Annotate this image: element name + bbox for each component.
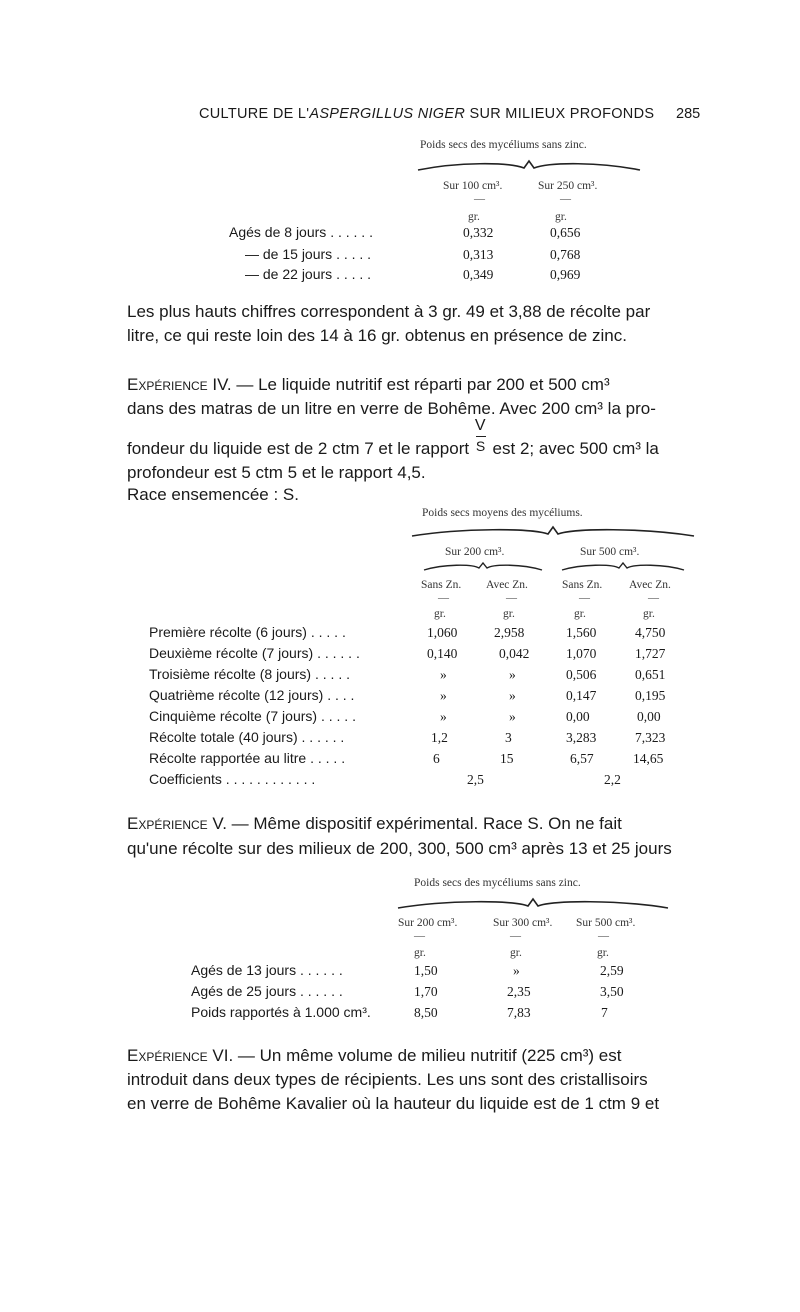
table1-dash-1: — <box>474 193 485 205</box>
table2-group-2: Sur 500 cm³. <box>580 546 640 558</box>
table1-row-label: — de 22 jours . . . . . <box>245 266 372 282</box>
table3-col-header-1: Sur 200 cm³. <box>398 917 458 929</box>
table2-unit: gr. <box>434 608 446 620</box>
table3-brace <box>398 898 668 910</box>
running-title-post: SUR MILIEUX PROFONDS <box>465 106 655 122</box>
table1-cell: 0,969 <box>550 267 581 282</box>
table2-cell: » <box>440 709 447 724</box>
table2-subheader-3: Sans Zn. <box>562 579 603 591</box>
table2-cell: 0,147 <box>566 688 597 703</box>
table2-cell: 4,750 <box>635 625 666 640</box>
table2-cell: 1,727 <box>635 646 666 661</box>
table2-unit: gr. <box>574 608 586 620</box>
table3-unit: gr. <box>414 947 426 959</box>
exp4-line-2: dans des matras de un litre en verre de Bohême. Avec 200 cm³ la pro- <box>127 399 656 418</box>
page-number: 285 <box>676 106 701 122</box>
table2-cell: 0,042 <box>499 646 530 661</box>
table3-col-header-3: Sur 500 cm³. <box>576 917 636 929</box>
table2-row-label: Quatrième récolte (12 jours) . . . . <box>149 687 355 703</box>
table1-unit-1: gr. <box>468 211 480 223</box>
table3-cell: » <box>513 963 520 978</box>
table2-cell: 14,65 <box>633 751 664 766</box>
table2-cell: 0,506 <box>566 667 597 682</box>
table2-cell: 7,323 <box>635 730 666 745</box>
table3-row-label: Agés de 13 jours . . . . . . <box>191 962 343 978</box>
running-header <box>199 106 654 122</box>
table2-cell: 3 <box>505 730 512 745</box>
table2-cell: 0,00 <box>637 709 661 724</box>
exp6-line-3: en verre de Bohême Kavalier où la hauteur du liquide est de 1 ctm 9 et <box>127 1094 660 1113</box>
table3-cell: 1,70 <box>414 984 438 999</box>
table2-cell: 3,283 <box>566 730 597 745</box>
table2-cell: 6 <box>433 751 440 766</box>
table1-cell: 0,332 <box>463 225 494 240</box>
table2-row-label: Récolte rapportée au litre . . . . . <box>149 750 346 766</box>
table2-cell: » <box>509 709 516 724</box>
table2-cell: 6,57 <box>570 751 594 766</box>
table3-unit: gr. <box>510 947 522 959</box>
table1-unit-2: gr. <box>555 211 567 223</box>
table2-coeff-value-2: 2,2 <box>604 772 621 787</box>
table3-cell: 7,83 <box>507 1005 531 1020</box>
table2-row-label: Cinquième récolte (7 jours) . . . . . <box>149 708 356 724</box>
table2-row-label: Récolte totale (40 jours) . . . . . . <box>149 729 345 745</box>
table1-cell: 0,656 <box>550 225 581 240</box>
table2-cell: » <box>509 667 516 682</box>
table2-brace-left <box>424 562 542 572</box>
fraction-v-over-s: $\frac{V}{S}$ <box>474 416 486 454</box>
running-title-pre: CULTURE DE L' <box>199 106 310 122</box>
exp4-line-3: fondeur du liquide est de 2 ctm 7 et le rapport $\frac{V}{S}$ est 2; avec 500 cm³ la <box>127 438 659 461</box>
exp4-line-4: profondeur est 5 ctm 5 et le rapport 4,5. <box>127 463 426 482</box>
table1-row-label: — de 15 jours . . . . . <box>245 246 372 262</box>
table3-unit: gr. <box>597 947 609 959</box>
running-title-italic: ASPERGILLUS NIGER <box>309 106 466 122</box>
table2-cell: 1,2 <box>431 730 448 745</box>
table2-dash: — <box>438 592 449 604</box>
table2-cell: 0,195 <box>635 688 666 703</box>
table1-cell: 0,768 <box>550 247 581 262</box>
table2-cell: » <box>440 688 447 703</box>
table2-brace-right <box>562 562 684 572</box>
exp5-line-2: qu'une récolte sur des milieux de 200, 300, 500 cm³ après 13 et 25 jours <box>127 839 672 858</box>
table2-caption: Poids secs moyens des mycéliums. <box>422 507 583 519</box>
table2-cell: 1,560 <box>566 625 597 640</box>
table3-dash: — <box>598 930 609 942</box>
table3-cell: 3,50 <box>600 984 624 999</box>
table1-cell: 0,349 <box>463 267 494 282</box>
paragraph1-line-1: Les plus hauts chiffres correspondent à 3 gr. 49 et 3,88 de récolte par <box>127 302 651 321</box>
table1-col-header-2: Sur 250 cm³. <box>538 180 598 192</box>
table1-caption: Poids secs des mycéliums sans zinc. <box>420 139 587 151</box>
table3-cell: 2,35 <box>507 984 531 999</box>
exp5-heading: Expérience V. <box>127 814 227 833</box>
table2-coeff-label: Coefficients . . . . . . . . . . . . <box>149 771 316 787</box>
table2-cell: 1,060 <box>427 625 458 640</box>
table2-cell: 0,140 <box>427 646 458 661</box>
table3-cell: 2,59 <box>600 963 624 978</box>
exp4-line-1: Expérience IV. — Le liquide nutritif est réparti par 200 et 500 cm³ <box>127 375 610 394</box>
table2-dash: — <box>648 592 659 604</box>
table3-col-header-2: Sur 300 cm³. <box>493 917 553 929</box>
table3-row-label: Poids rapportés à 1.000 cm³. <box>191 1004 371 1020</box>
paragraph1-line-2: litre, ce qui reste loin des 14 à 16 gr. obtenus en présence de zinc. <box>127 326 627 345</box>
table3-dash: — <box>414 930 425 942</box>
table1-dash-2: — <box>560 193 571 205</box>
table3-cell: 7 <box>601 1005 608 1020</box>
exp4-line-5: Race ensemencée : S. <box>127 485 299 504</box>
table2-cell: » <box>440 667 447 682</box>
table2-row-label: Troisième récolte (8 jours) . . . . . <box>149 666 350 682</box>
exp6-heading: Expérience VI. <box>127 1046 234 1065</box>
table2-row-label: Deuxième récolte (7 jours) . . . . . . <box>149 645 360 661</box>
table2-dash: — <box>579 592 590 604</box>
table1-row-label: Agés de 8 jours . . . . . . <box>229 224 373 240</box>
exp6-line-2: introduit dans deux types de récipients. Les uns sont des cristallisoirs <box>127 1070 648 1089</box>
table2-subheader-2: Avec Zn. <box>486 579 528 591</box>
table1-col-header-1: Sur 100 cm³. <box>443 180 503 192</box>
table2-cell: 0,00 <box>566 709 590 724</box>
exp5-line-1: Expérience V. — Même dispositif expérimental. Race S. On ne fait <box>127 814 622 833</box>
table2-unit: gr. <box>503 608 515 620</box>
table2-dash: — <box>506 592 517 604</box>
table3-row-label: Agés de 25 jours . . . . . . <box>191 983 343 999</box>
table2-subheader-1: Sans Zn. <box>421 579 462 591</box>
table2-unit: gr. <box>643 608 655 620</box>
table2-cell: 1,070 <box>566 646 597 661</box>
table2-cell: 2,958 <box>494 625 525 640</box>
table2-subheader-4: Avec Zn. <box>629 579 671 591</box>
table2-cell: » <box>509 688 516 703</box>
table3-cell: 1,50 <box>414 963 438 978</box>
table1-cell: 0,313 <box>463 247 494 262</box>
table3-dash: — <box>510 930 521 942</box>
table2-coeff-value-1: 2,5 <box>467 772 484 787</box>
exp6-line-1: Expérience VI. — Un même volume de milieu nutritif (225 cm³) est <box>127 1046 622 1065</box>
table2-group-1: Sur 200 cm³. <box>445 546 505 558</box>
table2-cell: 15 <box>500 751 514 766</box>
table3-caption: Poids secs des mycéliums sans zinc. <box>414 877 581 889</box>
table1-brace <box>418 160 640 172</box>
exp4-heading: Expérience IV. <box>127 375 232 394</box>
table3-cell: 8,50 <box>414 1005 438 1020</box>
table2-brace <box>412 526 694 538</box>
table2-cell: 0,651 <box>635 667 666 682</box>
table2-row-label: Première récolte (6 jours) . . . . . <box>149 624 346 640</box>
